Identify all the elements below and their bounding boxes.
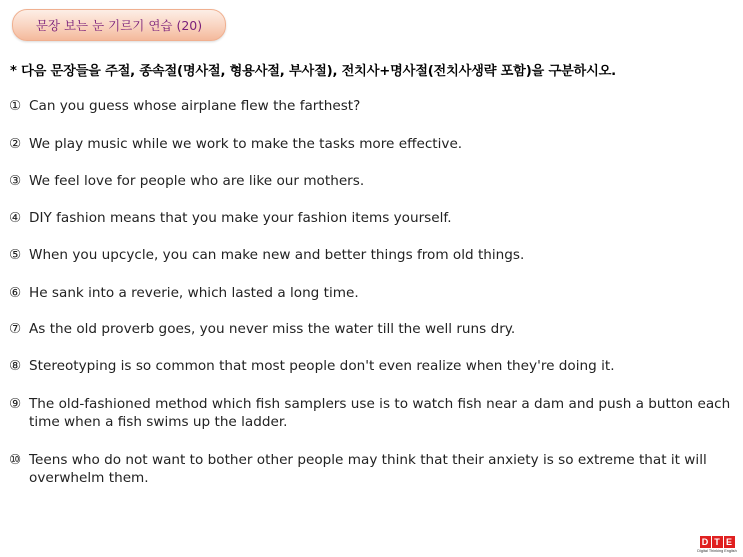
item-text: We play music while we work to make the tasks more effective. (29, 136, 463, 152)
item-number: ⑧ (9, 358, 22, 374)
logo-subtitle: Digital Thinking English (697, 549, 737, 553)
item-text: The old-fashioned method which fish samplers use is to watch fish near a dam and push a button each time when a fish swims up the ladder. (29, 396, 731, 430)
instruction-text: * 다음 문장들을 주절, 종속절(명사절, 형용사절, 부사절), 전치사+명사절(전치사생략 포함)을 구분하시오. (10, 64, 616, 79)
item-text: Can you guess whose airplane flew the farthest? (29, 98, 361, 114)
item-text: When you upcycle, you can make new and better things from old things. (29, 247, 525, 263)
item-text: We feel love for people who are like our mothers. (29, 173, 365, 189)
item-number: ③ (9, 173, 22, 189)
list-item (9, 395, 734, 431)
item-number: ⑨ (9, 396, 22, 412)
item-text: As the old proverb goes, you never miss the water till the well runs dry. (29, 321, 516, 337)
list-item (9, 451, 734, 487)
item-number: ⑦ (9, 321, 22, 337)
item-number: ④ (9, 210, 22, 226)
item-text: Stereotyping is so common that most people don't even realize when they're doing it. (29, 358, 615, 374)
list-item (9, 284, 734, 302)
list-item (9, 135, 734, 153)
logo-letter: D (700, 536, 711, 548)
item-number: ① (9, 98, 22, 114)
list-item (9, 320, 734, 338)
list-item (9, 97, 734, 115)
list-item (9, 172, 734, 190)
item-text: Teens who do not want to bother other people may think that their anxiety is so extreme that it will overwhelm them. (29, 452, 707, 486)
logo-letter: T (712, 536, 723, 548)
list-item (9, 246, 734, 264)
item-number: ⑤ (9, 247, 22, 263)
logo-letter: E (724, 536, 735, 548)
page-title: 문장 보는 눈 기르기 연습 (20) (35, 18, 203, 33)
item-number: ② (9, 136, 22, 152)
item-text: DIY fashion means that you make your fashion items yourself. (29, 210, 452, 226)
list-item (9, 357, 734, 375)
item-text: He sank into a reverie, which lasted a long time. (29, 285, 359, 301)
item-number: ⑩ (9, 452, 22, 468)
dte-logo (697, 536, 737, 553)
item-number: ⑥ (9, 285, 22, 301)
page-title-pill (12, 9, 226, 41)
list-item (9, 209, 734, 227)
